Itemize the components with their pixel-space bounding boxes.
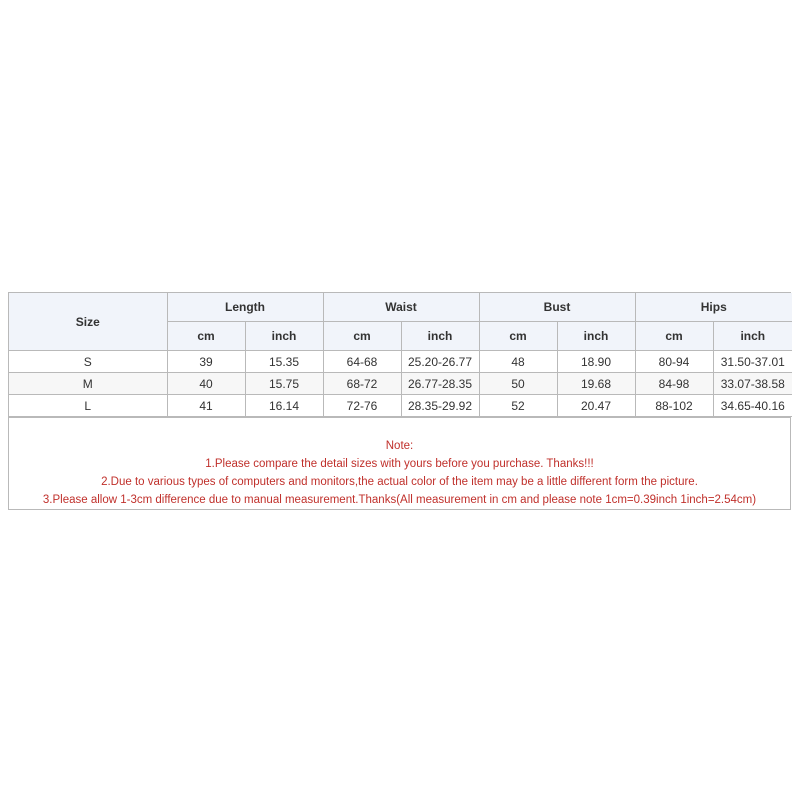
note-title: Note: [385, 440, 414, 452]
table-cell: 80-94 [635, 351, 713, 373]
group-header-waist: Waist [323, 293, 479, 322]
table-cell: 41 [167, 395, 245, 417]
table-cell: 72-76 [323, 395, 401, 417]
header-row-groups [9, 293, 792, 322]
table-cell: 15.75 [245, 373, 323, 395]
size-table [9, 293, 792, 417]
note-line: 3.Please allow 1-3cm difference due to manual measurement.Thanks(All measurement in cm and please note 1cm=0.39inch 1inch=2.54cm) [42, 494, 757, 506]
table-cell: 25.20-26.77 [401, 351, 479, 373]
note-line: 2.Due to various types of computers and monitors,the actual color of the item may be a little different form the picture. [101, 476, 698, 488]
size-cell: L [9, 395, 167, 417]
table-row [9, 373, 792, 395]
table-row [9, 351, 792, 373]
unit-header: cm [167, 322, 245, 351]
table-cell: 28.35-29.92 [401, 395, 479, 417]
unit-header: cm [635, 322, 713, 351]
notes-section [9, 417, 790, 509]
table-cell: 88-102 [635, 395, 713, 417]
group-header-length: Length [167, 293, 323, 322]
unit-header: inch [713, 322, 792, 351]
size-cell: M [9, 373, 167, 395]
table-cell: 64-68 [323, 351, 401, 373]
table-cell: 39 [167, 351, 245, 373]
table-cell: 33.07-38.58 [713, 373, 792, 395]
group-header-bust: Bust [479, 293, 635, 322]
table-cell: 26.77-28.35 [401, 373, 479, 395]
table-cell: 48 [479, 351, 557, 373]
unit-header: inch [245, 322, 323, 351]
table-cell: 52 [479, 395, 557, 417]
table-cell: 31.50-37.01 [713, 351, 792, 373]
group-header-hips: Hips [635, 293, 792, 322]
unit-header: cm [323, 322, 401, 351]
table-row [9, 395, 792, 417]
table-cell: 16.14 [245, 395, 323, 417]
unit-header: cm [479, 322, 557, 351]
size-chart [8, 292, 791, 510]
table-cell: 20.47 [557, 395, 635, 417]
size-header: Size [9, 293, 167, 351]
table-cell: 18.90 [557, 351, 635, 373]
table-cell: 50 [479, 373, 557, 395]
note-line: 1.Please compare the detail sizes with yours before you purchase. Thanks!!! [205, 458, 594, 470]
table-cell: 19.68 [557, 373, 635, 395]
table-cell: 84-98 [635, 373, 713, 395]
table-cell: 40 [167, 373, 245, 395]
size-cell: S [9, 351, 167, 373]
table-cell: 34.65-40.16 [713, 395, 792, 417]
table-cell: 68-72 [323, 373, 401, 395]
unit-header: inch [557, 322, 635, 351]
unit-header: inch [401, 322, 479, 351]
table-cell: 15.35 [245, 351, 323, 373]
